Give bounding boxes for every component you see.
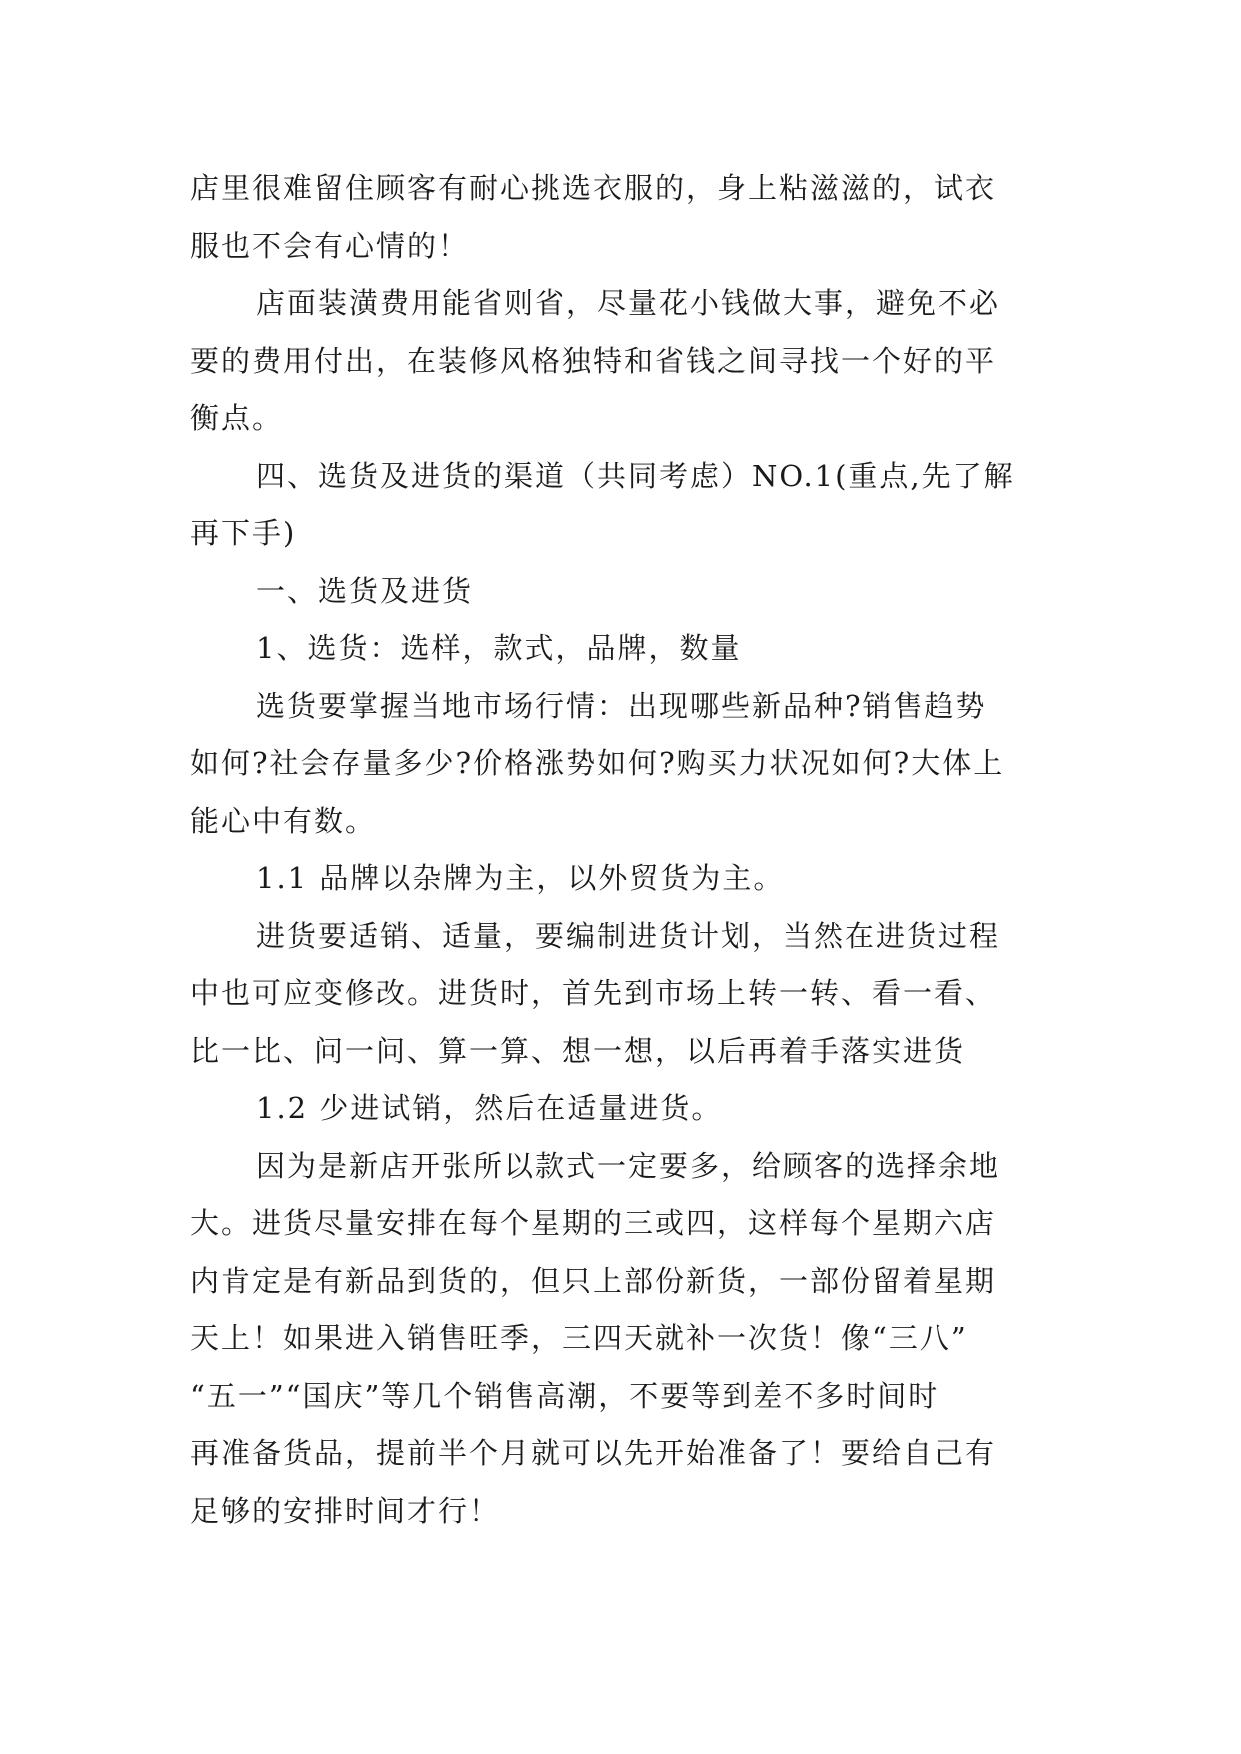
text-line: 再准备货品，提前半个月就可以先开始准备了！要给自己有 bbox=[190, 1436, 997, 1470]
paragraph-start-line: 选货要掌握当地市场行情：出现哪些新品种?销售趋势 bbox=[256, 688, 987, 723]
paragraph-start-line: 进货要适销、适量，要编制进货计划，当然在进货过程 bbox=[256, 918, 1001, 953]
item-heading: 1.1 品牌以杂牌为主，以外贸货为主。 bbox=[256, 861, 785, 895]
text-line: “五一”“国庆”等几个销售高潮，不要等到差不多时间时 bbox=[190, 1378, 940, 1413]
text-line: 店里很难留住顾客有耐心挑选衣服的，身上粘滋滋的，试衣 bbox=[190, 171, 997, 205]
text-line: 比一比、问一问、算一算、想一想，以后再着手落实进货 bbox=[190, 1033, 966, 1068]
text-line: 中也可应变修改。进货时，首先到市场上转一转、看一看、 bbox=[190, 976, 997, 1010]
text-line: 内肯定是有新品到货的，但只上部份新货，一部份留着星期 bbox=[190, 1263, 997, 1298]
paragraph-start-line: 因为是新店开张所以款式一定要多，给顾客的选择余地 bbox=[256, 1148, 1001, 1183]
text-line: 足够的安排时间才行！ bbox=[190, 1493, 501, 1528]
text-line: 服也不会有心情的！ bbox=[190, 228, 470, 263]
section-heading: 四、选货及进货的渠道（共同考虑）NO.1(重点,先了解 bbox=[256, 458, 1015, 493]
body-text bbox=[190, 160, 1070, 1540]
subsection-heading: 一、选货及进货 bbox=[256, 573, 474, 608]
text-line: 衡点。 bbox=[190, 401, 284, 435]
paragraph-start-line: 店面装潢费用能省则省，尽量花小钱做大事，避免不必 bbox=[256, 286, 1001, 320]
text-line: 天上！如果进入销售旺季，三四天就补一次货！像“三八” bbox=[190, 1321, 968, 1355]
text-line: 大。进货尽量安排在每个星期的三或四，这样每个星期六店 bbox=[190, 1206, 997, 1240]
text-line: 如何?社会存量多少?价格涨势如何?购买力状况如何?大体上 bbox=[190, 746, 1005, 780]
item-heading: 1、选货：选样，款式，品牌，数量 bbox=[256, 631, 742, 665]
text-line: 能心中有数。 bbox=[190, 803, 377, 838]
item-heading: 1.2 少进试销，然后在适量进货。 bbox=[256, 1091, 723, 1125]
text-line: 要的费用付出，在装修风格独特和省钱之间寻找一个好的平 bbox=[190, 343, 997, 378]
text-line: 再下手) bbox=[190, 516, 297, 550]
